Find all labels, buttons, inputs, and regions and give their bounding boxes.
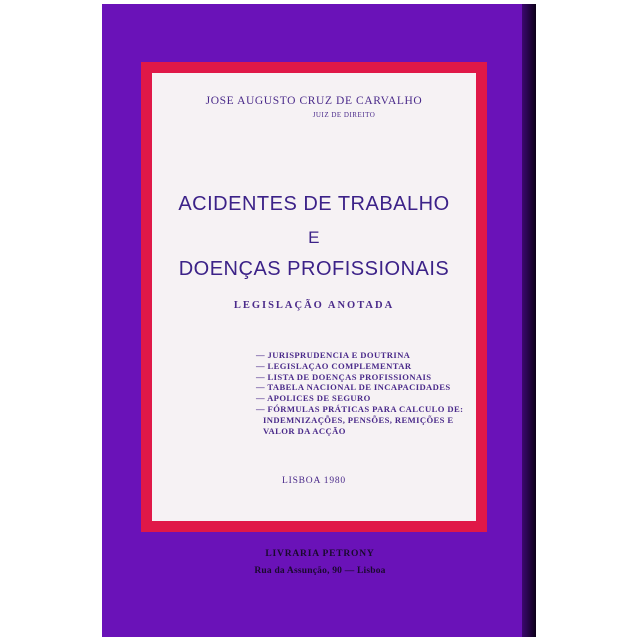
topic-item-continued: INDEMNIZAÇÕES, PENSÕES, REMIÇÕES E bbox=[263, 414, 454, 425]
topics-list bbox=[256, 350, 470, 436]
title-panel bbox=[152, 73, 476, 521]
place-date: LISBOA 1980 bbox=[282, 476, 346, 486]
topic-item: — LISTA DE DOENÇAS PROFISSIONAIS bbox=[256, 371, 432, 382]
book-subtitle: LEGISLAÇÃO ANOTADA bbox=[233, 300, 395, 311]
publisher-name: LIVRARIA PETRONY bbox=[265, 549, 375, 559]
topic-item: — APOLICES DE SEGURO bbox=[256, 393, 371, 404]
book-title-line-2: E bbox=[308, 228, 320, 247]
topic-item: — TABELA NACIONAL DE INCAPACIDADES bbox=[256, 382, 451, 393]
book-edge-shadow bbox=[522, 4, 536, 637]
book-title-line-3: DOENÇAS PROFISSIONAIS bbox=[178, 258, 450, 280]
topic-item: — LEGISLAÇAO COMPLEMENTAR bbox=[256, 360, 412, 371]
topic-item: — JURISPRUDENCIA E DOUTRINA bbox=[256, 350, 411, 360]
book-title-line-1: ACIDENTES DE TRABALHO bbox=[178, 193, 450, 215]
topic-item: — FÓRMULAS PRÁTICAS PARA CALCULO DE: bbox=[256, 403, 464, 414]
topic-item-continued: VALOR DA ACÇÃO bbox=[263, 425, 346, 436]
author-name: JOSE AUGUSTO CRUZ DE CARVALHO bbox=[205, 95, 423, 107]
publisher-address: Rua da Assunção, 90 — Lisboa bbox=[254, 566, 386, 576]
author-role: JUIZ DE DIREITO bbox=[312, 111, 376, 119]
